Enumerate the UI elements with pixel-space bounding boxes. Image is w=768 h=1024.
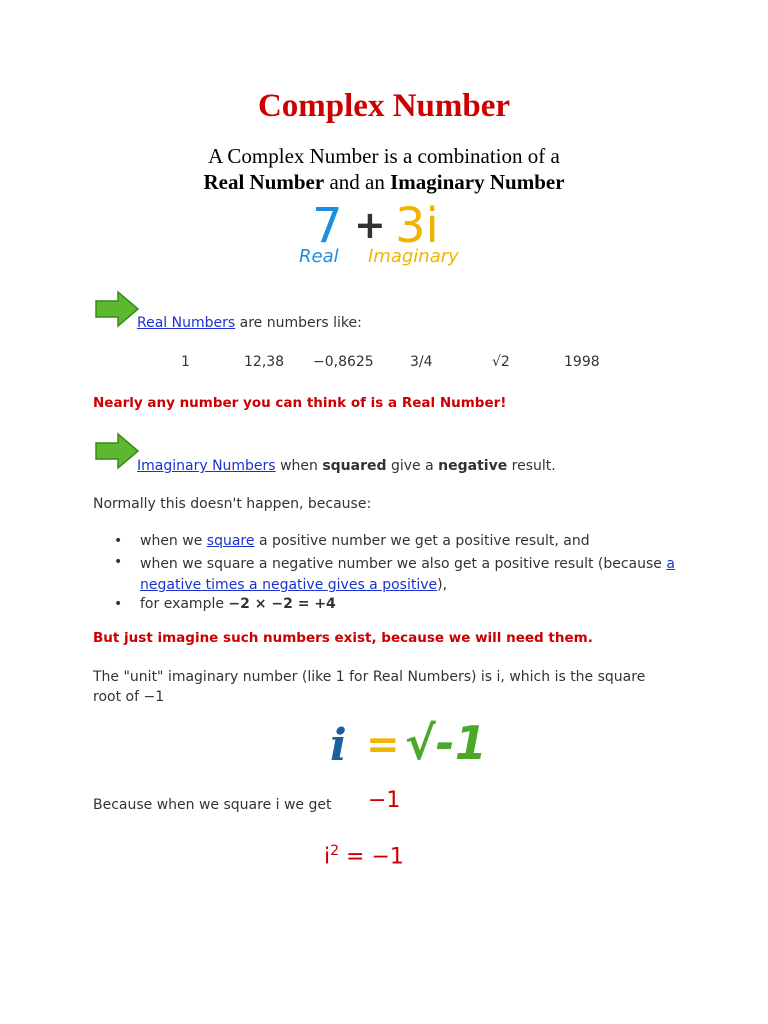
unit-line-1: The "unit" imaginary number (like 1 for Real Numbers) is i, which is the square: [93, 669, 646, 685]
imaginary-numbers-link[interactable]: Imaginary Numbers: [137, 458, 276, 474]
bullet-2-a: when we square a negative number we also get a positive result (because: [140, 556, 662, 572]
real-numbers-text: are numbers like:: [239, 315, 362, 331]
real-example-2: 12,38: [244, 354, 285, 370]
example-plus: +: [354, 203, 386, 247]
imag-squared: squared: [322, 458, 387, 474]
normally-text: Normally this doesn't happen, because:: [93, 496, 372, 512]
real-example-5: √2: [492, 354, 510, 370]
imag-when: when: [280, 458, 318, 474]
negative-times-link[interactable]: negative times a negative gives a positive: [140, 577, 438, 593]
equation-root: √-1: [405, 716, 487, 770]
bullet-dot: •: [114, 554, 123, 570]
bullet-dot: •: [114, 596, 123, 612]
real-number-note: Nearly any number you can think of is a Real Number!: [93, 395, 507, 411]
bullet-3-b: −2 × −2 = +4: [228, 596, 336, 612]
bullet-3-a: for example: [140, 596, 224, 612]
page-title: Complex Number: [257, 88, 511, 124]
intro-line-2: [0, 170, 768, 195]
real-example-1: 1: [181, 354, 190, 370]
imaginary-numbers-line: [137, 458, 556, 474]
real-numbers-link[interactable]: Real Numbers: [137, 315, 236, 331]
equation-equals: =: [366, 722, 400, 768]
green-arrow-icon: [94, 432, 140, 470]
intro-real-number: Real Number: [203, 170, 325, 194]
bullet-dot: •: [114, 533, 123, 549]
bullet-2-end: ),: [437, 577, 448, 593]
intro-line-1: A Complex Number is a combination of a: [208, 144, 560, 168]
real-numbers-line: [137, 315, 362, 331]
bullet-1-b: a positive number we get a positive result, and: [258, 533, 590, 549]
i-squared-equation: [324, 843, 404, 869]
unit-line-2: root of −1: [93, 689, 165, 705]
intro-imaginary-number: Imaginary Number: [390, 170, 565, 194]
real-example-6: 1998: [564, 354, 600, 370]
bullet-1-a: when we: [140, 533, 203, 549]
imag-negative: negative: [438, 458, 508, 474]
equation-i: i: [330, 720, 347, 771]
i-base: i: [324, 844, 331, 870]
real-example-4: 3/4: [410, 354, 433, 370]
negative-times-link-a[interactable]: a: [666, 556, 675, 572]
imagine-note: But just imagine such numbers exist, because we will need them.: [93, 630, 593, 646]
green-arrow-icon: [94, 290, 140, 328]
example-seven: 7: [312, 198, 343, 254]
bullet-1: [140, 533, 590, 549]
example-three-i: 3i: [395, 198, 439, 254]
i-exponent: 2: [330, 843, 340, 859]
example-real-label: Real: [299, 246, 339, 267]
bullet-3: [140, 596, 336, 612]
bullet-2: [140, 554, 685, 596]
imag-give-a: give a: [390, 458, 434, 474]
real-example-3: −0,8625: [313, 354, 374, 370]
imag-result: result.: [511, 458, 556, 474]
square-result: −1: [368, 788, 401, 813]
i-squared-rest: = −1: [346, 844, 404, 870]
square-link[interactable]: square: [206, 533, 255, 549]
intro-and-an: and an: [329, 170, 385, 194]
because-text: Because when we square i we get: [93, 797, 332, 813]
example-imaginary-label: Imaginary: [368, 246, 459, 267]
